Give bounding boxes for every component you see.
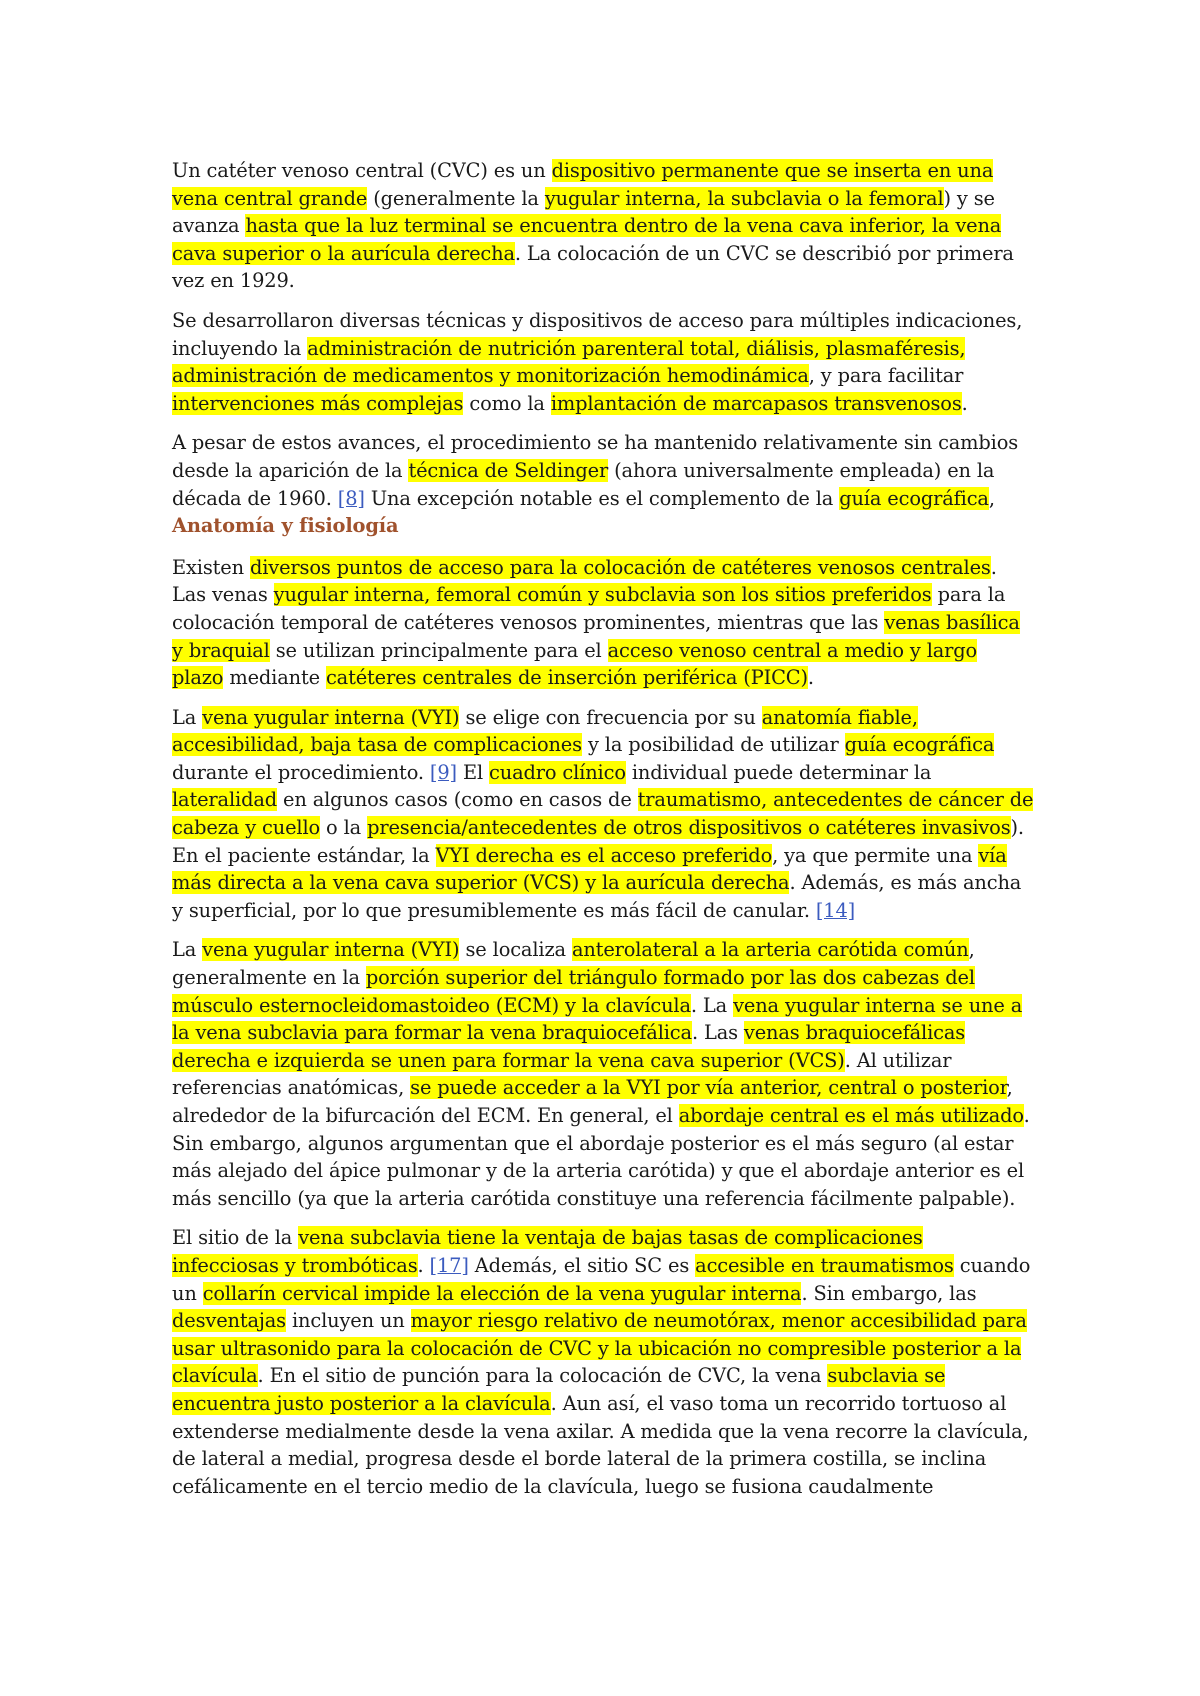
body-text: . La (690, 993, 734, 1017)
body-text: ) y se avanza (172, 186, 995, 238)
body-text: incluyen un (285, 1309, 411, 1333)
body-text: La (172, 705, 203, 729)
body-text: . La colocación de un CVC se describió por primera vez en 1929. (172, 241, 1014, 293)
citation-link[interactable]: [14] (815, 898, 856, 922)
body-text: . Aun así, el vaso toma un recorrido tortuoso al extenderse medialmente desde la vena axilar. A medida que la vena recorre la clavícula, de lateral a medial, progresa desde el borde lateral de la primera costilla, se inclina cefálicamente en el tercio medio de la clavícula, luego se fusiona caudalmente (172, 1391, 1029, 1498)
body-text: durante el procedimiento. (172, 760, 430, 784)
body-text: para la colocación temporal de catéteres venosos prominentes, mientras que las (172, 583, 1006, 634)
highlighted-text: traumatismo, antecedentes de cáncer de cabeza y cuello (172, 788, 1034, 840)
body-text: La (172, 938, 203, 962)
body-text: o la (320, 816, 368, 840)
citation-link[interactable]: [9] (429, 760, 457, 784)
highlighted-text: vía más directa a la vena cava superior (VCS) y la aurícula derecha (172, 843, 1007, 895)
paragraph (172, 429, 1034, 512)
body-text: individual puede determinar la (625, 760, 932, 784)
body-text: . Además, es más ancha y superficial, por lo que presumiblemente es más fácil de canular. (172, 871, 1022, 922)
body-text: . Sin embargo, las (801, 1281, 977, 1305)
paragraph (172, 157, 1034, 295)
document-page (172, 157, 1034, 1512)
body-text: . Al utilizar referencias anatómicas, (172, 1048, 952, 1100)
body-text: (generalmente la (367, 186, 545, 210)
highlighted-text: anterolateral a la arteria carótida común (571, 938, 969, 962)
highlighted-text: vena yugular interna (VYI) (202, 938, 460, 962)
highlighted-text: venas braquiocefálicas derecha e izquierda se unen para formar la vena cava superior (VCS) (172, 1021, 966, 1072)
highlighted-text: anatomía fiable, accesibilidad, baja tasa de complicaciones (172, 705, 918, 757)
body-text: El (456, 760, 490, 784)
section-heading: Anatomía y fisiología (172, 514, 399, 538)
body-text: A pesar de estos avances, el procedimiento se ha mantenido relativamente sin cambios desde la aparición de la (172, 431, 1019, 482)
body-text: , ya que permite una (772, 843, 979, 867)
body-text: cuando un (172, 1253, 1031, 1305)
body-text: , alrededor de la bifurcación del ECM. En general, el (172, 1076, 1013, 1127)
highlighted-text: accesible en traumatismos (695, 1253, 954, 1277)
highlighted-text: catéteres centrales de inserción periférica (PICC) (325, 666, 808, 690)
highlighted-text: acceso venoso central a medio y largo plazo (172, 638, 978, 690)
highlighted-text: lateralidad (172, 788, 277, 812)
body-text: , (988, 486, 995, 510)
body-text: se elige con frecuencia por su (459, 705, 762, 729)
body-text: (ahora universalmente empleada) en la década de 1960. (172, 458, 995, 510)
body-text: Existen (172, 555, 250, 579)
highlighted-text: presencia/antecedentes de otros dispositivos o catéteres invasivos (367, 816, 1011, 840)
highlighted-text: collarín cervical impide la elección de la vena yugular interna (202, 1281, 802, 1305)
citation-link[interactable]: [8] (337, 486, 365, 510)
body-text: , y para facilitar (808, 364, 964, 388)
body-text: . Sin embargo, algunos argumentan que el abordaje posterior es el más seguro (al estar más alejado del ápice pulmonar y de la arteria carótida) y que el abordaje anterior es el más sencillo (ya que la arteria carótida constituye una referencia fácilmente palpable). (172, 1104, 1030, 1210)
highlighted-text: cuadro clínico (489, 760, 626, 784)
highlighted-text: guía ecográfica (839, 486, 989, 510)
body-text: Se desarrollaron diversas técnicas y dispositivos de acceso para múltiples indicaciones, incluyendo la (172, 308, 1023, 360)
highlighted-text: administración de nutrición parenteral total, diálisis, plasmaféresis, administración de medicamentos y monitorización hemodinámica (172, 336, 966, 388)
highlighted-text: mayor riesgo relativo de neumotórax, menor accesibilidad para usar ultrasonido para la colocación de CVC y la ubicación no compresible posterior a la clavícula (172, 1309, 1027, 1388)
body-text: . (417, 1253, 430, 1277)
body-text: , generalmente en la (172, 938, 975, 990)
paragraph (172, 554, 1034, 692)
highlighted-text: técnica de Seldinger (408, 458, 609, 482)
citation-link[interactable]: [17] (429, 1253, 469, 1277)
body-text: se localiza (459, 938, 572, 962)
highlighted-text: venas basílica y braquial (172, 610, 1020, 662)
paragraph (172, 307, 1034, 417)
highlighted-text: diversos puntos de acceso para la colocación de catéteres venosos centrales (249, 555, 991, 579)
highlighted-text: yugular interna, femoral común y subclavia son los sitios preferidos (273, 583, 932, 607)
highlighted-text: vena yugular interna se une a la vena subclavia para formar la vena braquiocefálica (172, 993, 1023, 1045)
body-text: . En el sitio de punción para la colocación de CVC, la vena (257, 1364, 828, 1388)
highlighted-text: abordaje central es el más utilizado (678, 1104, 1024, 1127)
highlighted-text: vena yugular interna (VYI) (202, 705, 460, 729)
highlighted-text: se puede acceder a la VYI por vía anterior, central o posterior (410, 1076, 1007, 1100)
body-text: . Las venas (172, 555, 997, 607)
paragraph (172, 936, 1034, 1212)
highlighted-text: dispositivo permanente que se inserta en una vena central grande (172, 159, 994, 210)
paragraph (172, 1224, 1034, 1500)
body-text: como la (463, 391, 551, 415)
highlighted-text: porción superior del triángulo formado por las dos cabezas del músculo esternocleidomastoideo (ECM) y la clavícula (172, 966, 975, 1017)
highlighted-text: desventajas (172, 1309, 286, 1333)
highlighted-text: subclavia se encuentra justo posterior a la clavícula (172, 1364, 946, 1415)
body-text: en algunos casos (como en casos de (277, 788, 638, 812)
highlighted-text: yugular interna, la subclavia o la femoral (544, 186, 944, 210)
highlighted-text: intervenciones más complejas (172, 391, 464, 415)
body-text: mediante (223, 666, 326, 690)
highlighted-text: vena subclavia tiene la ventaja de bajas tasas de complicaciones infecciosas y trombóticas (172, 1226, 923, 1277)
highlighted-text: implantación de marcapasos transvenosos (550, 391, 962, 415)
body-text: Un catéter venoso central (CVC) es un (172, 159, 552, 182)
body-text: y la posibilidad de utilizar (581, 733, 845, 757)
body-text: El sitio de la (172, 1226, 299, 1250)
highlighted-text: guía ecográfica (844, 733, 995, 757)
body-text: . (807, 666, 814, 690)
paragraph (172, 704, 1034, 925)
body-text: se utilizan principalmente para el (269, 638, 608, 662)
body-text: ). En el paciente estándar, la (172, 816, 1024, 867)
body-text: Además, el sitio SC es (468, 1253, 696, 1277)
highlighted-text: hasta que la luz terminal se encuentra dentro de la vena cava inferior, la vena cava superior o la aurícula derecha (172, 214, 1002, 265)
body-text: . (961, 391, 968, 415)
body-text: . Las (691, 1021, 744, 1045)
highlighted-text: VYI derecha es el acceso preferido (435, 843, 773, 867)
body-text: Una excepción notable es el complemento de la (364, 486, 840, 510)
